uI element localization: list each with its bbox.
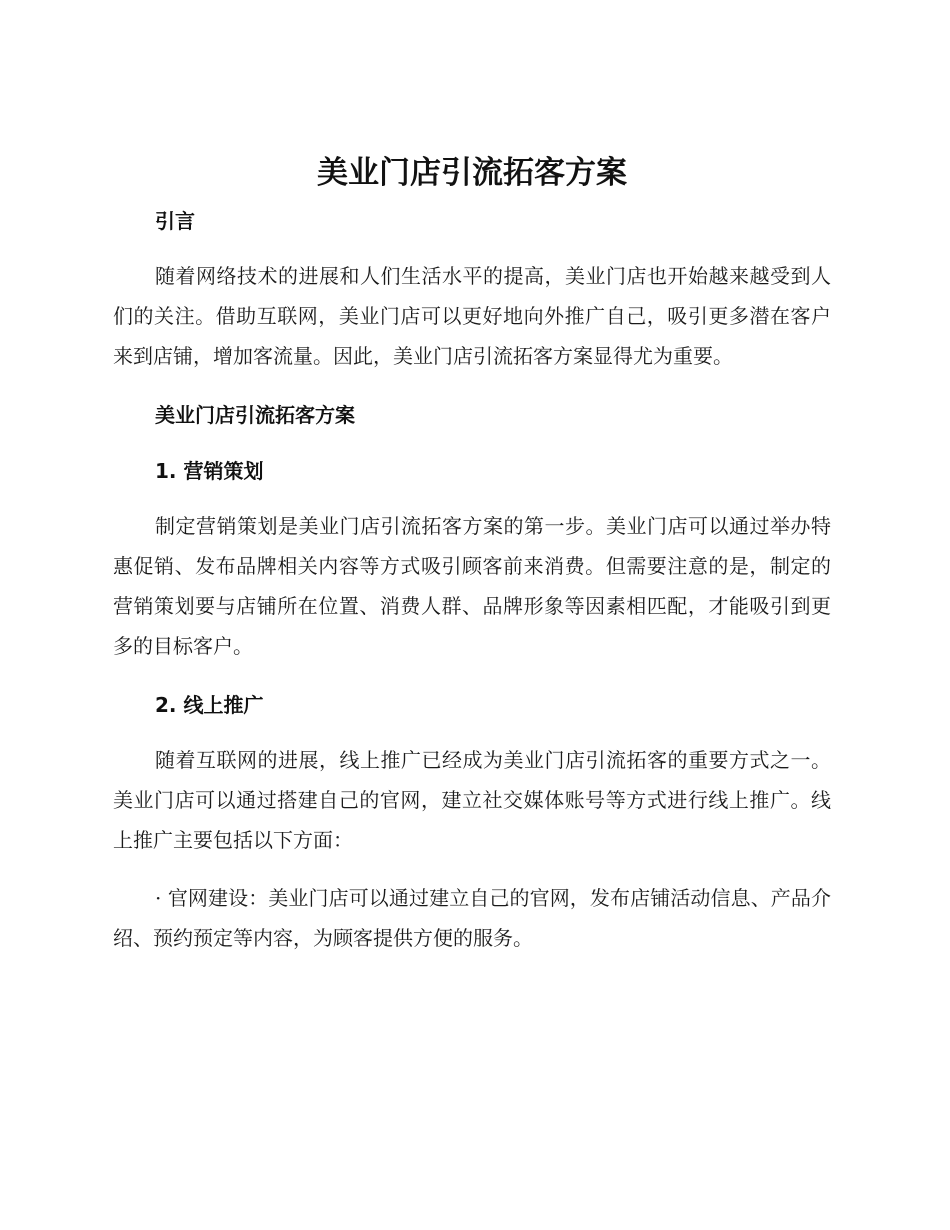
list-item-website: · 官网建设：美业门店可以通过建立自己的官网，发布店铺活动信息、产品介绍、预约预定等内容，为顾客提供方便的服务。 xyxy=(113,886,831,950)
spacer xyxy=(113,376,831,398)
section-heading-online: 2. 线上推广 xyxy=(155,693,264,717)
spacer xyxy=(113,432,831,454)
section-heading-intro: 引言 xyxy=(155,209,195,233)
online-paragraph: 随着互联网的进展，线上推广已经成为美业门店引流拓客的重要方式之一。美业门店可以通过搭建自己的官网，建立社交媒体账号等方式进行线上推广。线上推广主要包括以下方面： xyxy=(113,748,831,852)
section-heading-marketing: 1. 营销策划 xyxy=(155,459,264,483)
marketing-paragraph: 制定营销策划是美业门店引流拓客方案的第一步。美业门店可以通过举办特惠促销、发布品牌相关内容等方式吸引顾客前来消费。但需要注意的是，制定的营销策划要与店铺所在位置、消费人群、品牌形象等因素相匹配，才能吸引到更多的目标客户。 xyxy=(113,514,831,658)
document-body xyxy=(113,150,831,958)
document-title: 美业门店引流拓客方案 xyxy=(317,155,627,191)
spacer xyxy=(113,666,831,688)
intro-paragraph: 随着网络技术的进展和人们生活水平的提高，美业门店也开始越来越受到人们的关注。借助互联网，美业门店可以更好地向外推广自己，吸引更多潜在客户来到店铺，增加客流量。因此，美业门店引流拓客方案显得尤为重要。 xyxy=(113,264,831,368)
spacer xyxy=(113,860,831,878)
spacer xyxy=(113,488,831,506)
section-heading-plan: 美业门店引流拓客方案 xyxy=(155,403,355,427)
spacer xyxy=(113,238,831,256)
spacer xyxy=(113,722,831,740)
